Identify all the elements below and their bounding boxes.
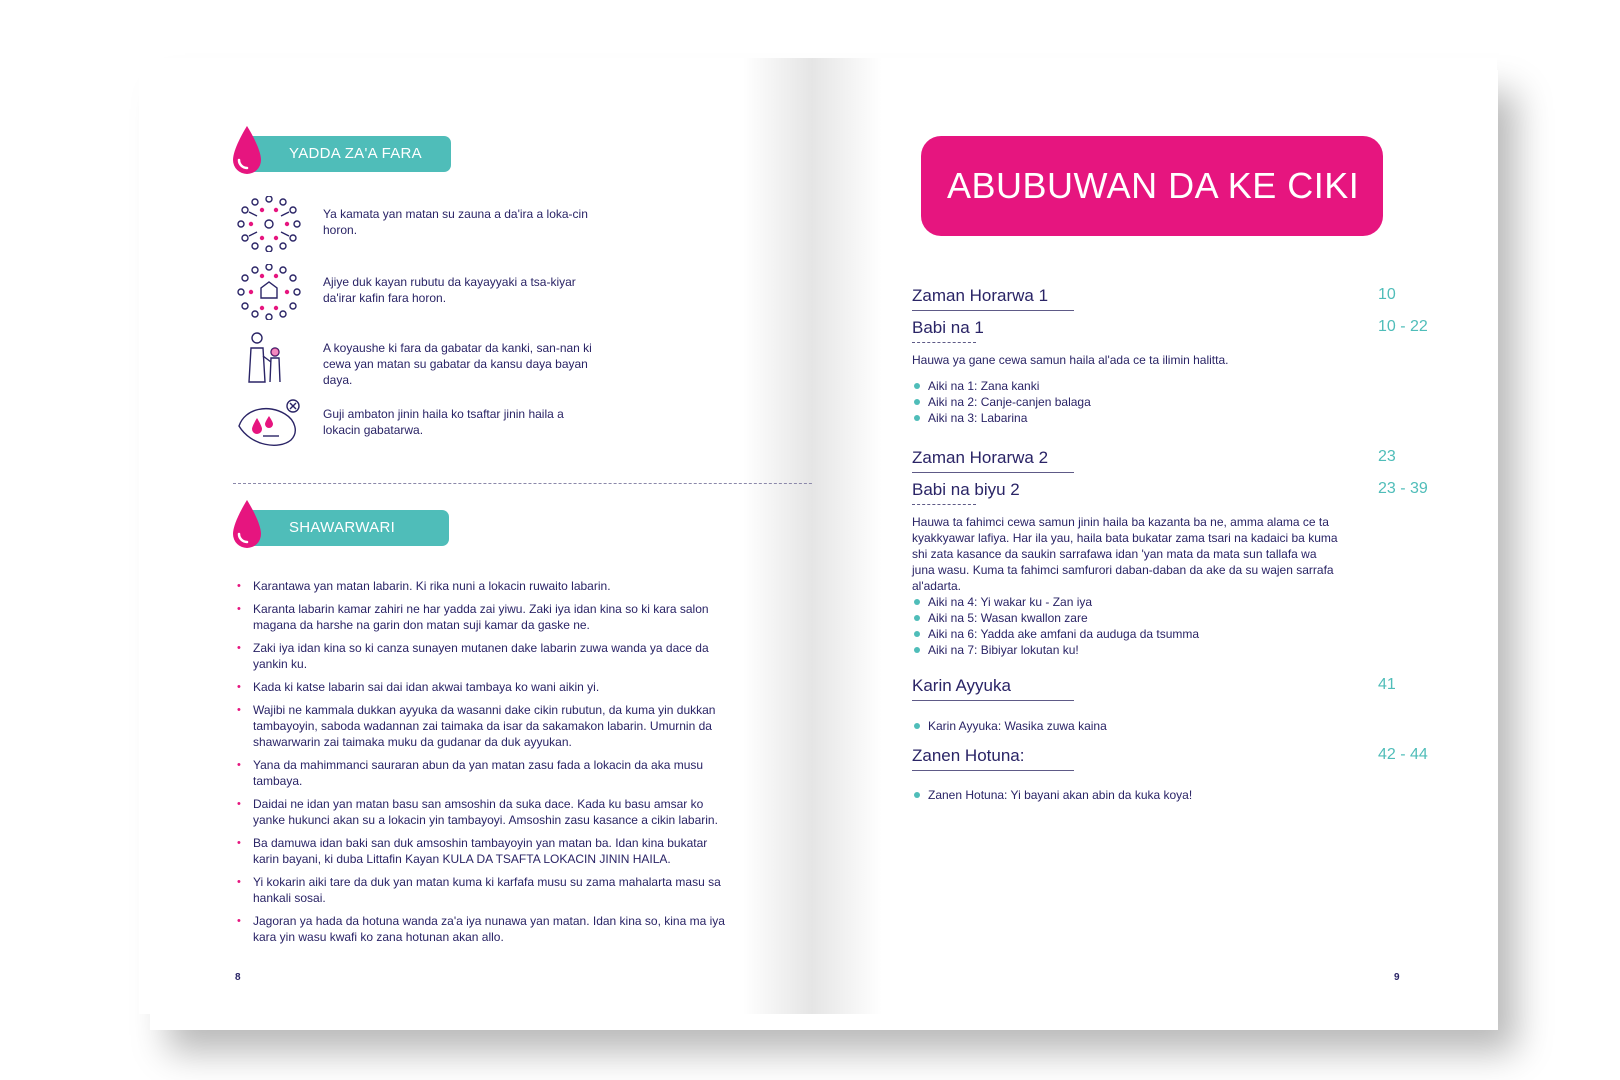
pad-drop-icon — [235, 396, 303, 452]
list-item: • Yi kokarin aiki tare da duk yan matan kuma ki karfafa musu su zama mahalarta masu sa hankali sosai. — [235, 874, 735, 906]
list-item: • Jagoran ya hada da hotuna wanda za'a iya nunawa yan matan. Idan kina so, kina ma iya kara yin wasu kwafi ko zana hotunan akan allo. — [235, 913, 735, 945]
feature-row — [235, 196, 595, 252]
germs-circle-icon — [235, 196, 303, 252]
feature-text: Ajiye duk kayan rubutu da kayayyaki a tsa-kiyar da'irar kafin fara horon. — [323, 275, 576, 305]
list-item: • Karanta labarin kamar zahiri ne har yadda zai yiwu. Zaki iya idan kina so ki kara salon magana da harshe na garin don matan suji kamar da gaske ne. — [235, 601, 735, 633]
section-title: YADDA ZA'A FARA — [249, 136, 451, 172]
list-item: Aiki na 5: Wasan kwallon zare — [912, 610, 1199, 626]
list-item: • Kada ki katse labarin sai dai idan akwai tambaya ko wani aikin yi. — [235, 679, 735, 695]
left-page — [139, 58, 812, 1014]
list-item: Karin Ayyuka: Wasika zuwa kaina — [912, 718, 1107, 734]
toc-title: Babi na biyu 2 — [912, 480, 1020, 499]
toc-title: Zanen Hotuna: — [912, 746, 1025, 765]
list-item: Aiki na 6: Yadda ake amfani da auduga da tsumma — [912, 626, 1199, 642]
feature-row — [235, 330, 595, 388]
list-item: • Wajibi ne kammala dukkan ayyuka da wasanni dake cikin rubutun, da kuma yin dukkan tambayoyin, saboda wadannan zai taimaka da isar da sakamakon labarin. Umurnin da shawarwarin zai taimaka muku da gudanar da duk ayyukan. — [235, 702, 735, 750]
feature-text: Guji ambaton jinin haila ko tsaftar jinin haila a lokacin gabatarwa. — [323, 407, 564, 437]
toc-title: Karin Ayyuka — [912, 676, 1011, 695]
toc-underline — [912, 700, 1074, 701]
toc-page: 23 - 39 — [1378, 480, 1428, 497]
list-item: • Karantawa yan matan labarin. Ki rika nuni a lokacin ruwaito labarin. — [235, 578, 735, 594]
section-divider — [233, 483, 812, 484]
list-item: Aiki na 2: Canje-canjen balaga — [912, 394, 1091, 410]
toc-page: 10 — [1378, 286, 1396, 303]
toc-underline — [912, 770, 1074, 771]
feature-row — [235, 264, 595, 320]
toc-underline — [912, 310, 1074, 311]
blood-drop-icon — [229, 498, 265, 552]
right-page — [812, 58, 1497, 1014]
page-number: 8 — [235, 972, 241, 983]
activity-list — [912, 718, 1107, 734]
blood-drop-icon — [229, 124, 265, 178]
feature-text: Ya kamata yan matan su zauna a da'ira a loka-cin horon. — [323, 207, 588, 237]
toc-title: Babi na 1 — [912, 318, 984, 337]
activity-list — [912, 787, 1192, 803]
list-item: Zanen Hotuna: Yi bayani akan abin da kuka koya! — [912, 787, 1192, 803]
toc-page: 23 — [1378, 448, 1396, 465]
list-item: Aiki na 7: Bibiyar lokutan ku! — [912, 642, 1199, 658]
toc-page: 41 — [1378, 676, 1396, 693]
list-item: • Daidai ne idan yan matan basu san amsoshin da suka dace. Kada ku basu amsar ko yanke hukunci akan su a lokacin yin tambayoyi. Amsoshin zasu kasance a cikin labarin. — [235, 796, 735, 828]
list-item: • Yana da mahimmanci sauraran abun da yan matan zasu fada a lokacin da aka musu tambaya. — [235, 757, 735, 789]
list-item: • Zaki iya idan kina so ki canza sunayen mutanen dake labarin zuwa wanda ya dace da yankin ku. — [235, 640, 735, 672]
toc-underline — [912, 504, 976, 505]
section-title: SHAWARWARI — [249, 510, 449, 546]
toc-underline — [912, 342, 976, 343]
feature-row — [235, 396, 595, 452]
toc-title: Zaman Horarwa 1 — [912, 286, 1049, 305]
toc-banner: ABUBUWAN DA KE CIKI — [921, 136, 1383, 236]
toc-description: Hauwa ta fahimci cewa samun jinin haila ba kazanta ba ne, amma alama ce ta kyakkyawar lafiya. Har ila yau, haila bata bukatar zama tsari na kadaici ba kuma shi zata kasance da saukin sarrafawa idan 'yan mata da mata sun tallafa wa juna wasu. Kuma ta fahimci samfurori daban-daban da ake da su wajen sarrafa al'adarta. — [912, 515, 1338, 593]
list-item: Aiki na 3: Labarina — [912, 410, 1091, 426]
list-item: Aiki na 4: Yi wakar ku - Zan iya — [912, 594, 1199, 610]
toc-title: Zaman Horarwa 2 — [912, 448, 1049, 467]
page-number: 9 — [1394, 972, 1400, 983]
toc-page: 10 - 22 — [1378, 318, 1428, 335]
list-item: Aiki na 1: Zana kanki — [912, 378, 1091, 394]
germs-house-icon — [235, 264, 303, 320]
feature-text: A koyaushe ki fara da gabatar da kanki, san-nan ki cewa yan matan su gabatar da kansu daya bayan daya. — [323, 341, 592, 387]
activity-list — [912, 594, 1199, 658]
activity-list — [912, 378, 1091, 426]
toc-page: 42 - 44 — [1378, 746, 1428, 763]
list-item: • Ba damuwa idan baki san duk amsoshin tambayoyin yan matan ba. Idan kina bukatar karin bayani, ki duba Littafin Kayan KULA DA TSAFTA LOKACIN JININ HAILA. — [235, 835, 735, 867]
tips-list — [235, 578, 735, 952]
mother-child-icon — [235, 330, 303, 386]
toc-underline — [912, 472, 1074, 473]
toc-description: Hauwa ya gane cewa samun haila al'ada ce ta ilimin halitta. — [912, 353, 1229, 367]
